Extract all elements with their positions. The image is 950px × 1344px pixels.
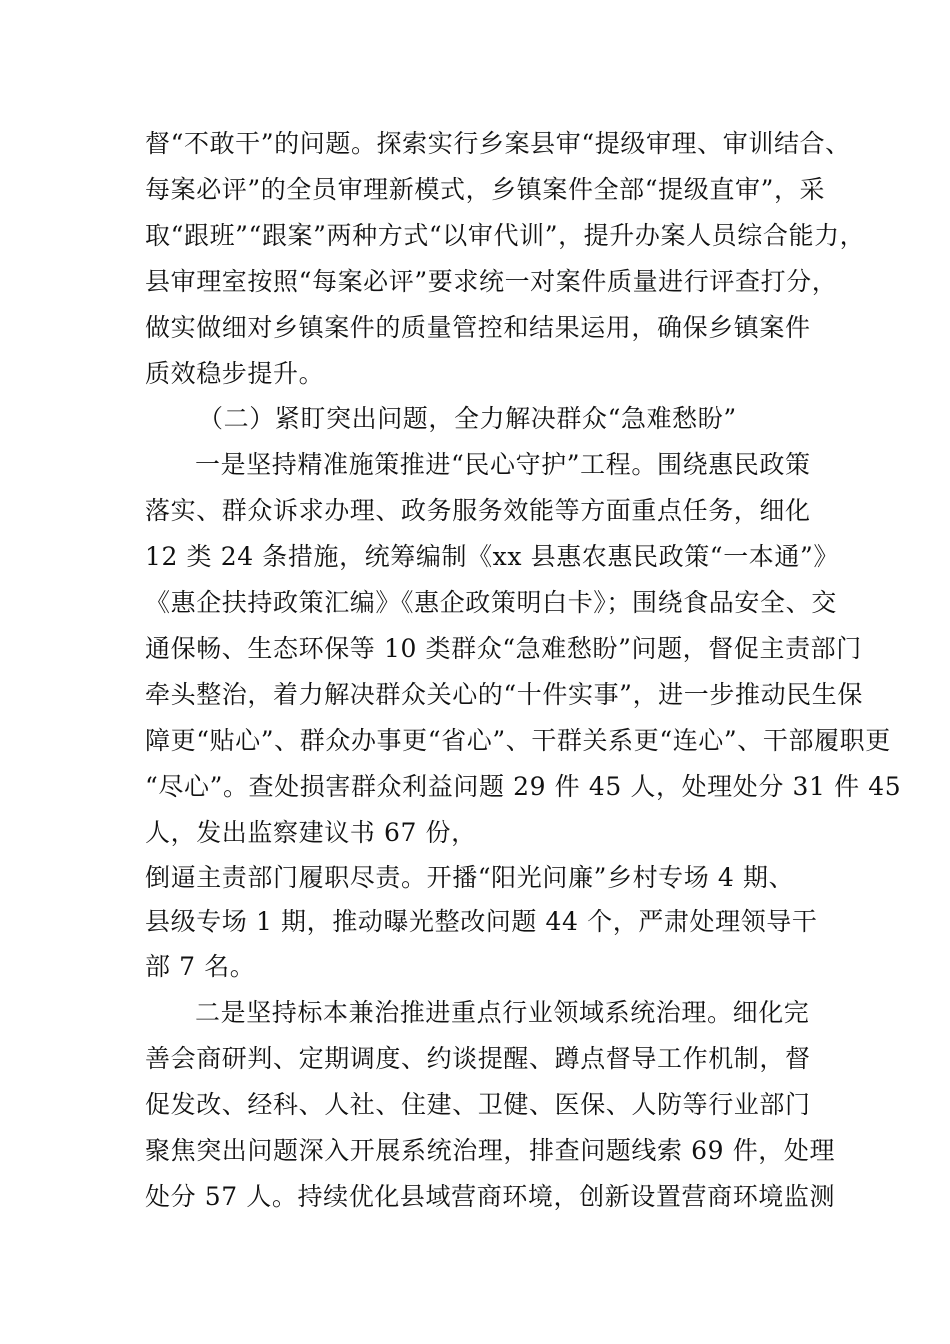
paragraph-start: 一是坚持精准施策推进“民心守护”工程。围绕惠民政策 <box>195 450 811 479</box>
text-line: 《惠企扶持政策汇编》《惠企政策明白卡》；围绕食品安全、交 <box>145 588 837 617</box>
section-heading: （二）紧盯突出问题，全力解决群众“急难愁盼” <box>198 404 737 433</box>
text-line: 处分 57 人。持续优化县域营商环境，创新设置营商环境监测 <box>145 1182 836 1211</box>
paragraph-start: 二是坚持标本兼治推进重点行业领域系统治理。细化完 <box>195 998 810 1027</box>
text-line: 牵头整治，着力解决群众关心的“十件实事”，进一步推动民生保 <box>145 680 863 709</box>
text-line: 县级专场 1 期，推动曝光整改问题 44 个，严肃处理领导干 <box>145 907 818 936</box>
text-line: “尽心”。查处损害群众利益问题 29 件 45 人，处理处分 31 件 45 <box>145 772 902 801</box>
text-line: 善会商研判、定期调度、约谈提醒、蹲点督导工作机制，督 <box>145 1044 811 1073</box>
text-line: 做实做细对乡镇案件的质量管控和结果运用，确保乡镇案件 <box>145 313 811 342</box>
text-line: 取“跟班”“跟案”两种方式“以审代训”，提升办案人员综合能力， <box>145 221 866 250</box>
text-line: 督“不敢干”的问题。探索实行乡案县审“提级审理、审训结合、 <box>145 129 851 158</box>
text-line: 县审理室按照“每案必评”要求统一对案件质量进行评查打分， <box>145 267 838 296</box>
text-line: 12 类 24 条措施，统筹编制《xx 县惠农惠民政策“一本通”》 <box>145 542 839 571</box>
text-line: 通保畅、生态环保等 10 类群众“急难愁盼”问题，督促主责部门 <box>145 634 862 663</box>
text-line: 落实、群众诉求办理、政务服务效能等方面重点任务，细化 <box>145 496 811 525</box>
text-line: 倒逼主责部门履职尽责。开播“阳光问廉”乡村专场 4 期、 <box>145 863 795 892</box>
text-line: 质效稳步提升。 <box>145 359 325 388</box>
text-line: 部 7 名。 <box>145 952 256 981</box>
text-line: 聚焦突出问题深入开展系统治理，排查问题线索 69 件，处理 <box>145 1136 836 1165</box>
text-line: 人，发出监察建议书 67 份， <box>145 818 477 847</box>
text-line: 促发改、经科、人社、住建、卫健、医保、人防等行业部门 <box>145 1090 811 1119</box>
text-line: 障更“贴心”、群众办事更“省心”、干群关系更“连心”、干部履职更 <box>145 726 891 755</box>
text-line: 每案必评”的全员审理新模式，乡镇案件全部“提级直审”，采 <box>145 175 826 204</box>
